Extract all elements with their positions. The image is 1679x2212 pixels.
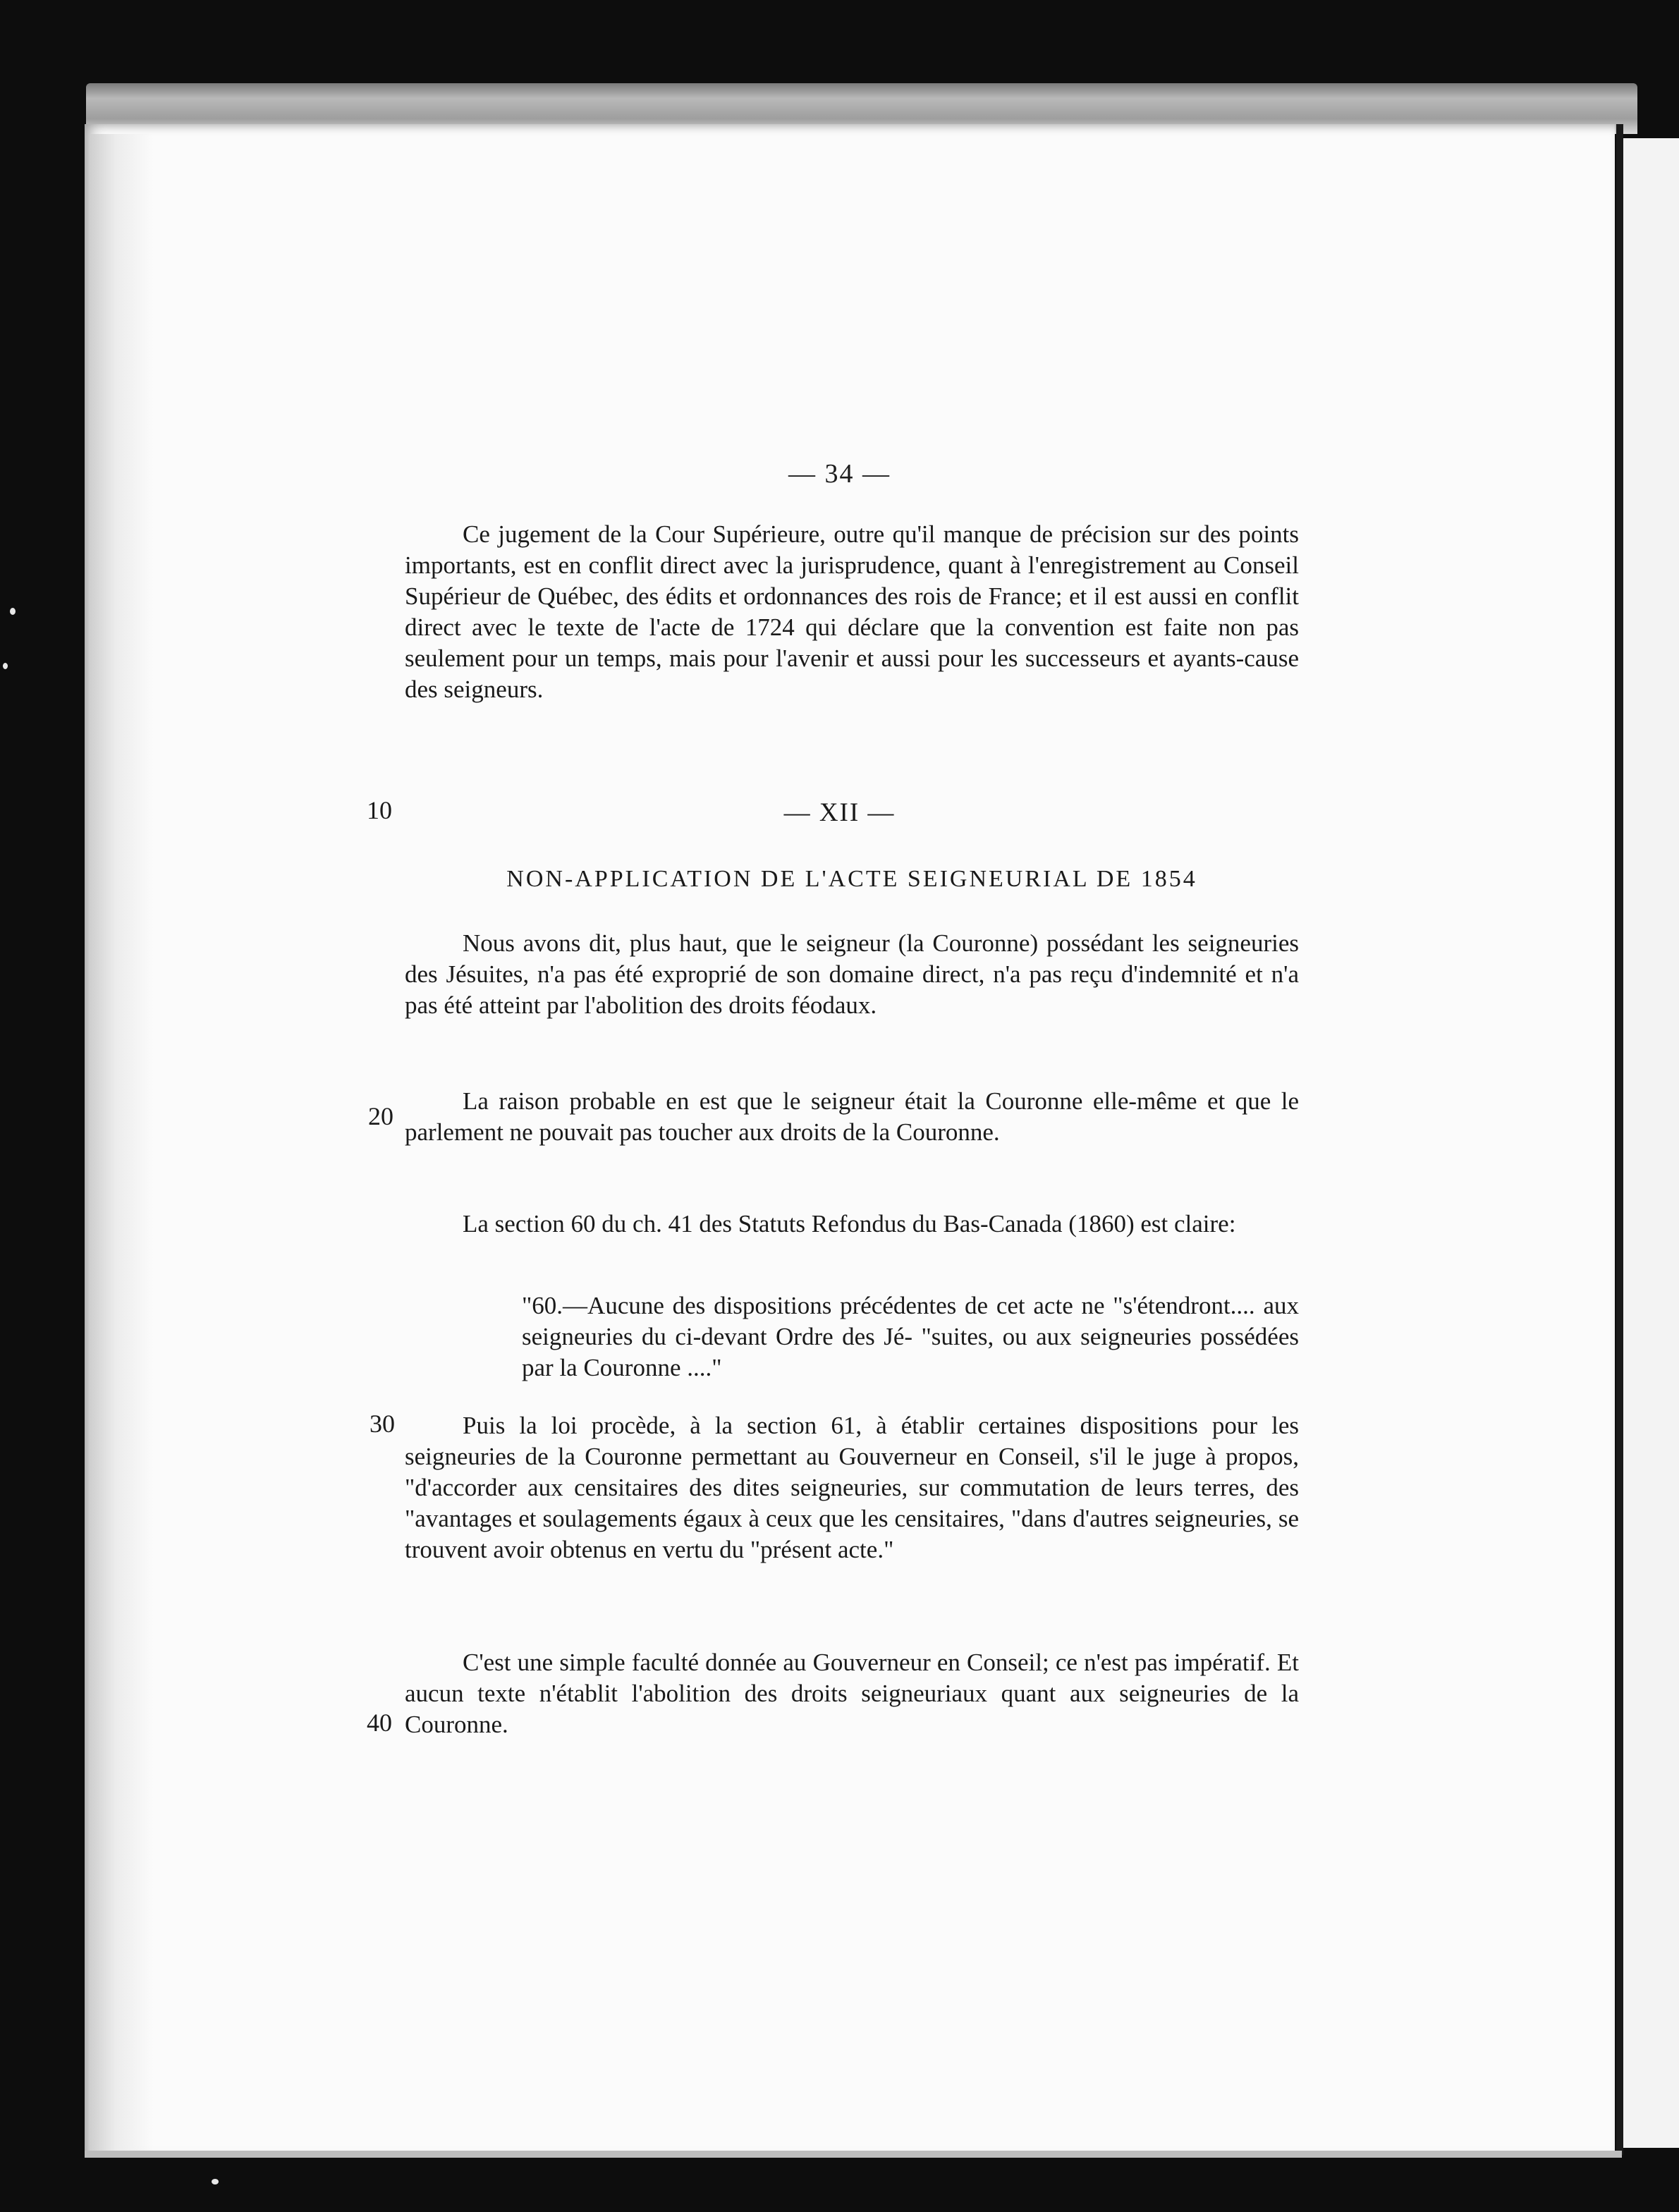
section-number: — XII — — [783, 798, 896, 827]
book-bottom-edge — [85, 2151, 1622, 2158]
margin-line-number: 30 — [370, 1410, 395, 1438]
page-gutter — [1616, 124, 1623, 2155]
paragraph-couronne: La raison probable en est que le seigneur était la Couronne elle-même et que le parlement ne pouvait pas toucher aux droits de la Couronne. — [405, 1087, 1299, 1146]
paragraph-expropriation: Nous avons dit, plus haut, que le seigneur (la Couronne) possédant les seigneuries des Jésuites, n'a pas été exproprié de son domaine direct, n'a pas reçu d'indemnité et n'a pas été atteint par l'abolition des droits féodaux. — [405, 929, 1299, 1019]
adjacent-page — [1623, 138, 1679, 2148]
paragraph-judgement: Ce jugement de la Cour Supérieure, outre qu'il manque de précision sur des points importants, est en conflit direct avec la jurisprudence, quant à l'enregistrement au Conseil Supérieur de Québec, des édits et ordonnances des rois de France; et il est aussi en conflit direct avec le texte de l'acte de 1724 qui déclare que la convention est faite non pas seulement pour un temps, mais pour l'avenir et aussi pour les successeurs et ayants-cause des seigneurs. — [405, 520, 1299, 703]
paragraph-conclusion: C'est une simple faculté donnée au Gouverneur en Conseil; ce n'est pas impératif. Et aucun texte n'établit l'abolition des droits seigneuriaux quant aux seigneuries de la Couronne. — [405, 1649, 1299, 1738]
margin-line-number: 40 — [367, 1709, 392, 1737]
dust-speck — [212, 2179, 219, 2184]
dust-speck — [10, 608, 16, 615]
paragraph-section-60: La section 60 du ch. 41 des Statuts Refondus du Bas-Canada (1860) est claire: — [463, 1210, 1236, 1238]
statute-quote: "60.—Aucune des dispositions précédentes de cet acte ne "s'étendront.... aux seigneuries du ci-devant Ordre des Jé- "suites, ou aux seigneuries possédées par la Couronne ...." — [522, 1292, 1299, 1381]
page-number: — 34 — — [788, 459, 891, 489]
margin-line-number: 20 — [368, 1102, 393, 1130]
dust-speck — [3, 663, 8, 669]
paragraph-section-61: Puis la loi procède, à la section 61, à établir certaines dispositions pour les seigneuries de la Couronne permettant au Gouverneur en Conseil, s'il le juge à propos, "d'accorder aux censitaires des dites seigneuries, sur commutation de leurs terres, des "avantages et soulagements égaux à ceux que les censitaires, "dans d'autres seigneuries, se trouvent avoir obtenus en vertu du "présent acte." — [405, 1412, 1299, 1563]
spine-shadow — [90, 134, 154, 2151]
section-heading: NON-APPLICATION DE L'ACTE SEIGNEURIAL DE 1854 — [506, 866, 1197, 892]
margin-line-number: 10 — [367, 796, 392, 824]
